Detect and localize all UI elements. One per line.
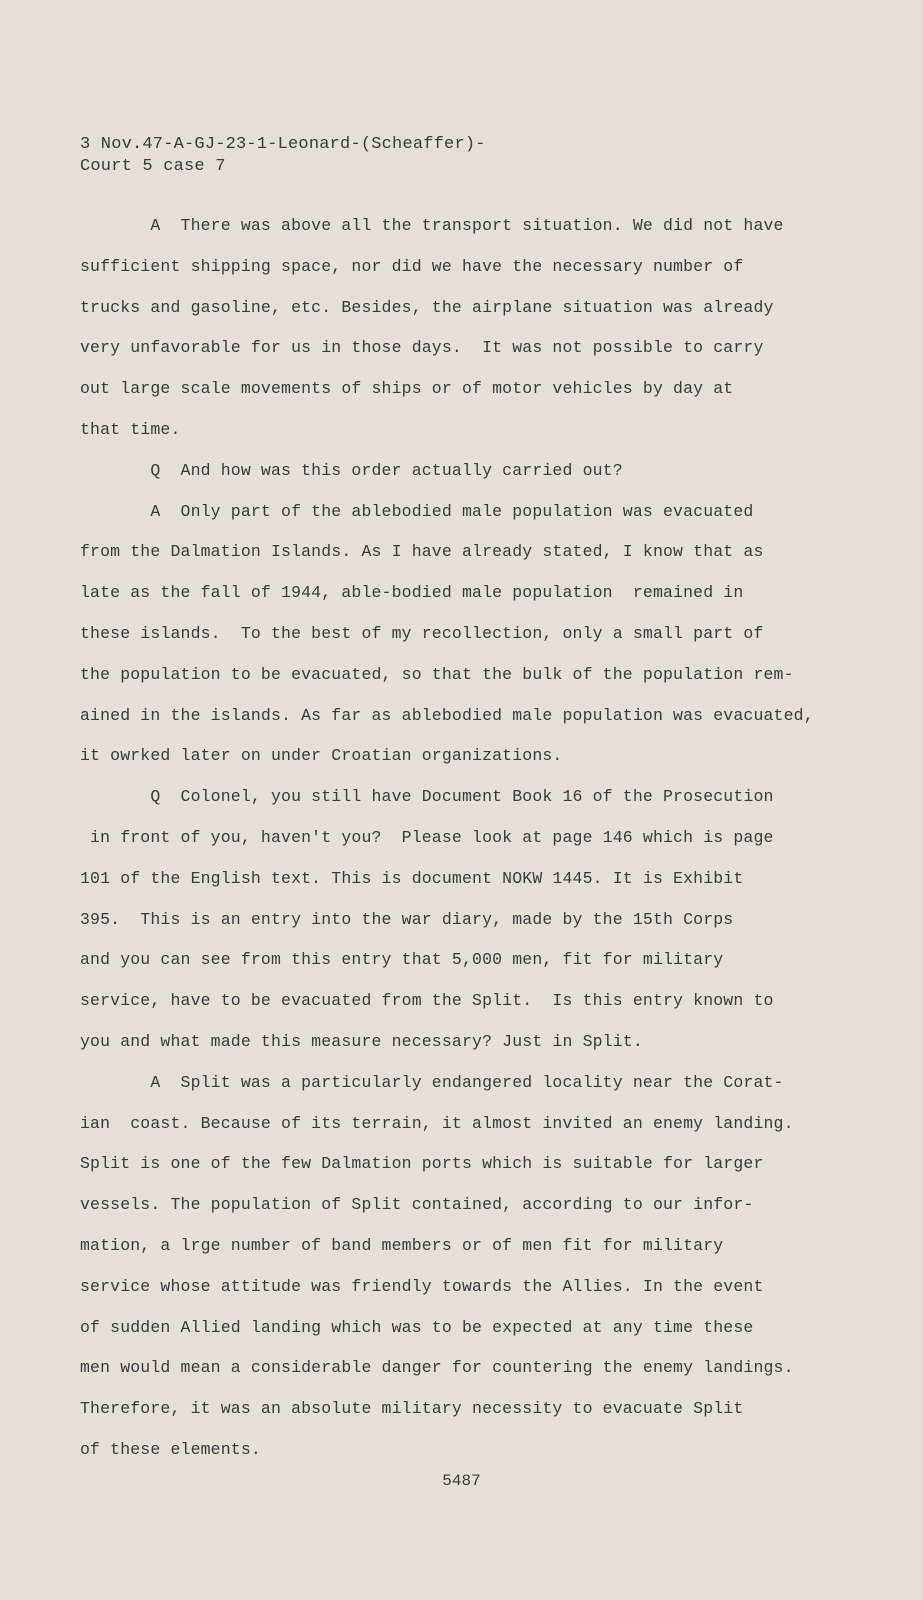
text-line: A Only part of the ablebodied male population was evacuated: [80, 501, 754, 521]
text-line: the population to be evacuated, so that the bulk of the population rem-: [80, 664, 794, 684]
text-line: from the Dalmation Islands. As I have already stated, I know that as: [80, 542, 764, 562]
header-line-date-reference: 3 Nov.47-A-GJ-23-1-Leonard-(Scheaffer)-: [80, 135, 486, 154]
text-line: of these elements.: [80, 1439, 261, 1459]
text-line: ian coast. Because of its terrain, it almost invited an enemy landing.: [80, 1113, 794, 1133]
page-number: 5487: [442, 1472, 481, 1490]
text-line: 395. This is an entry into the war diary, made by the 15th Corps: [80, 909, 734, 929]
text-line: service, have to be evacuated from the Split. Is this entry known to: [80, 991, 774, 1011]
text-line: men would mean a considerable danger for countering the enemy landings.: [80, 1358, 794, 1378]
text-line: Q And how was this order actually carried out?: [80, 460, 623, 480]
text-line: trucks and gasoline, etc. Besides, the airplane situation was already: [80, 297, 774, 317]
text-line: 101 of the English text. This is document NOKW 1445. It is Exhibit: [80, 868, 744, 888]
text-line: A Split was a particularly endangered locality near the Corat-: [80, 1072, 784, 1092]
text-line: mation, a lrge number of band members or of men fit for military: [80, 1235, 724, 1255]
text-line: very unfavorable for us in those days. It was not possible to carry: [80, 338, 764, 358]
text-line: Split is one of the few Dalmation ports which is suitable for larger: [80, 1154, 764, 1174]
text-line: in front of you, haven't you? Please look at page 146 which is page: [80, 827, 774, 847]
text-line: A There was above all the transport situation. We did not have: [80, 216, 784, 235]
text-line: it owrked later on under Croatian organizations.: [80, 746, 563, 766]
document-header: [80, 134, 486, 178]
text-line: and you can see from this entry that 5,000 men, fit for military: [80, 950, 724, 970]
text-line: of sudden Allied landing which was to be expected at any time these: [80, 1317, 754, 1337]
text-line: Therefore, it was an absolute military necessity to evacuate Split: [80, 1399, 744, 1419]
text-line: that time.: [80, 419, 181, 439]
text-line: late as the fall of 1944, able-bodied male population remained in: [80, 583, 744, 603]
text-line: sufficient shipping space, nor did we have the necessary number of: [80, 256, 744, 276]
text-line: vessels. The population of Split contained, according to our infor-: [80, 1195, 754, 1215]
text-line: ained in the islands. As far as ablebodied male population was evacuated,: [80, 705, 814, 725]
text-line: service whose attitude was friendly towards the Allies. In the event: [80, 1276, 764, 1296]
text-line: Q Colonel, you still have Document Book 16 of the Prosecution: [80, 787, 774, 807]
text-line: these islands. To the best of my recollection, only a small part of: [80, 623, 764, 643]
text-line: you and what made this measure necessary? Just in Split.: [80, 1031, 643, 1051]
text-line: out large scale movements of ships or of motor vehicles by day at: [80, 379, 734, 399]
transcript-body: [80, 206, 840, 1471]
header-line-court-case: Court 5 case 7: [80, 157, 226, 176]
